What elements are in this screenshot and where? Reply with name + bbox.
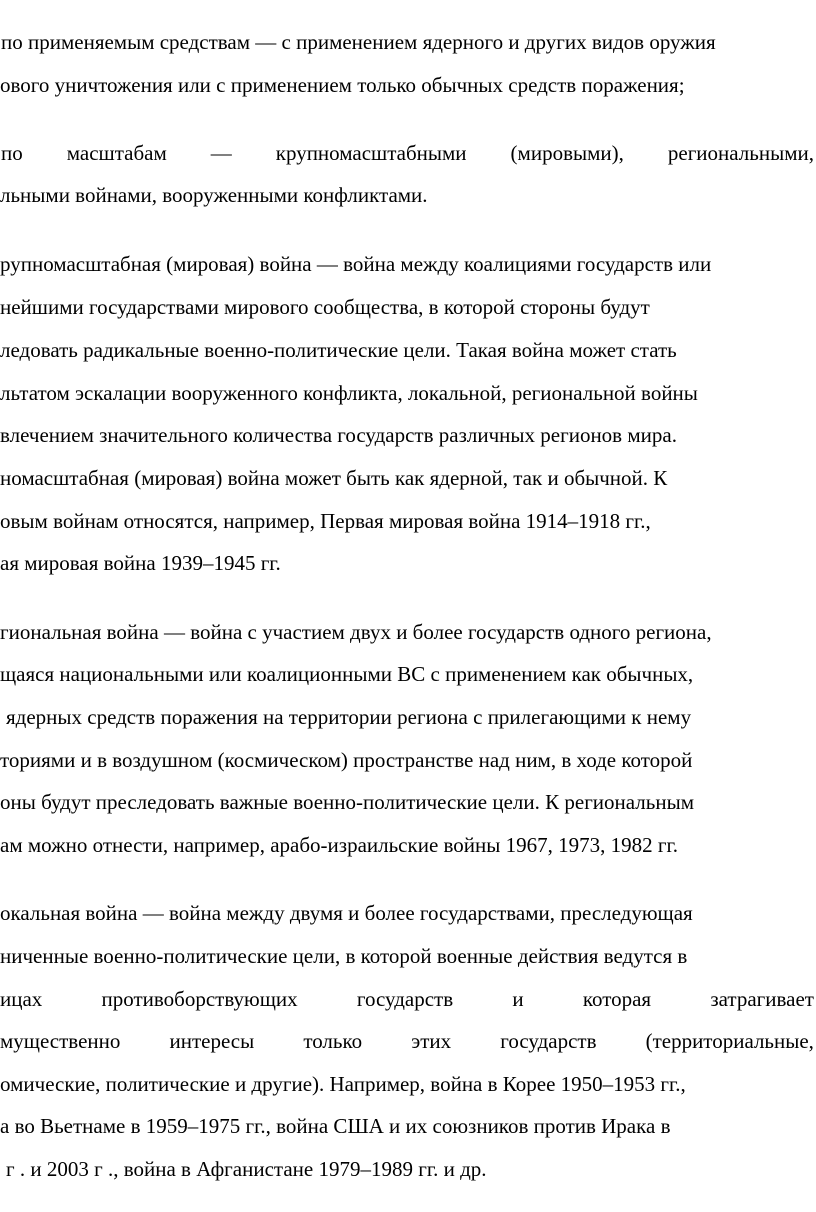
word: этих bbox=[411, 1029, 452, 1053]
word: масштабам bbox=[66, 141, 167, 165]
text-line: номасштабная (мировая) война может быть как ядерной, так и обычной. К bbox=[0, 466, 668, 490]
word: (территориальные, bbox=[645, 1029, 814, 1053]
text-line: ториями и в воздушном (космическом) пространстве над ним, в ходе которой bbox=[0, 748, 693, 772]
word: государств bbox=[356, 987, 454, 1011]
text-line: влечением значительного количества государств различных регионов мира. bbox=[0, 423, 677, 447]
text-line: нейшими государствами мирового сообщества, в которой стороны будут bbox=[0, 295, 650, 319]
word: — bbox=[210, 141, 232, 165]
word: мущественно bbox=[0, 1029, 121, 1053]
word: противоборствующих bbox=[101, 987, 298, 1011]
text-line: ледовать радикальные военно-политические цели. Такая война может стать bbox=[0, 338, 677, 362]
word: крупномасштабными bbox=[275, 141, 467, 165]
text-line: ядерных средств поражения на территории региона с прилегающими к нему bbox=[6, 705, 692, 729]
word: и bbox=[512, 987, 524, 1011]
word: региональными, bbox=[667, 141, 814, 165]
text-line: рупномасштабная (мировая) война — война между коалициями государств или bbox=[0, 252, 712, 276]
text-line bbox=[0, 987, 814, 1011]
text-line: г . и 2003 г ., война в Афганистане 1979–1989 гг. и др. bbox=[6, 1157, 487, 1181]
text-line: окальная война — война между двумя и более государствами, преследующая bbox=[0, 901, 693, 925]
word: ицах bbox=[0, 987, 43, 1011]
text-line: льтатом эскалации вооруженного конфликта, локальной, региональной войны bbox=[0, 381, 698, 405]
text-line: оны будут преследовать важные военно-политические цели. К региональным bbox=[0, 790, 694, 814]
word: (мировыми), bbox=[510, 141, 624, 165]
text-line: льными войнами, вооруженными конфликтами. bbox=[0, 183, 428, 207]
text-line: омические, политические и другие). Например, война в Корее 1950–1953 гг., bbox=[0, 1072, 686, 1096]
word: по bbox=[1, 141, 23, 165]
text-line bbox=[0, 1029, 814, 1053]
text-line: овым войнам относятся, например, Первая мировая война 1914–1918 гг., bbox=[0, 509, 651, 533]
text-line: по применяемым средствам — с применением ядерного и других видов оружия bbox=[1, 30, 716, 54]
word: только bbox=[303, 1029, 363, 1053]
text-line: щаяся национальными или коалиционными ВС с применением как обычных, bbox=[0, 662, 694, 686]
word: интересы bbox=[169, 1029, 255, 1053]
text-line: а во Вьетнаме в 1959–1975 гг., война США и их союзников против Ирака в bbox=[0, 1114, 671, 1138]
text-line: гиональная война — война с участием двух и более государств одного региона, bbox=[0, 620, 712, 644]
text-line: ового уничтожения или с применением только обычных средств поражения; bbox=[0, 73, 685, 97]
word: затрагивает bbox=[710, 987, 814, 1011]
text-line: ам можно отнести, например, арабо-израильские войны 1967, 1973, 1982 гг. bbox=[0, 833, 678, 857]
word: государств bbox=[500, 1029, 597, 1053]
word: которая bbox=[582, 987, 652, 1011]
text-line bbox=[1, 141, 814, 165]
text-line: ниченные военно-политические цели, в которой военные действия ведутся в bbox=[0, 944, 688, 968]
text-line: ая мировая война 1939–1945 гг. bbox=[0, 551, 281, 575]
